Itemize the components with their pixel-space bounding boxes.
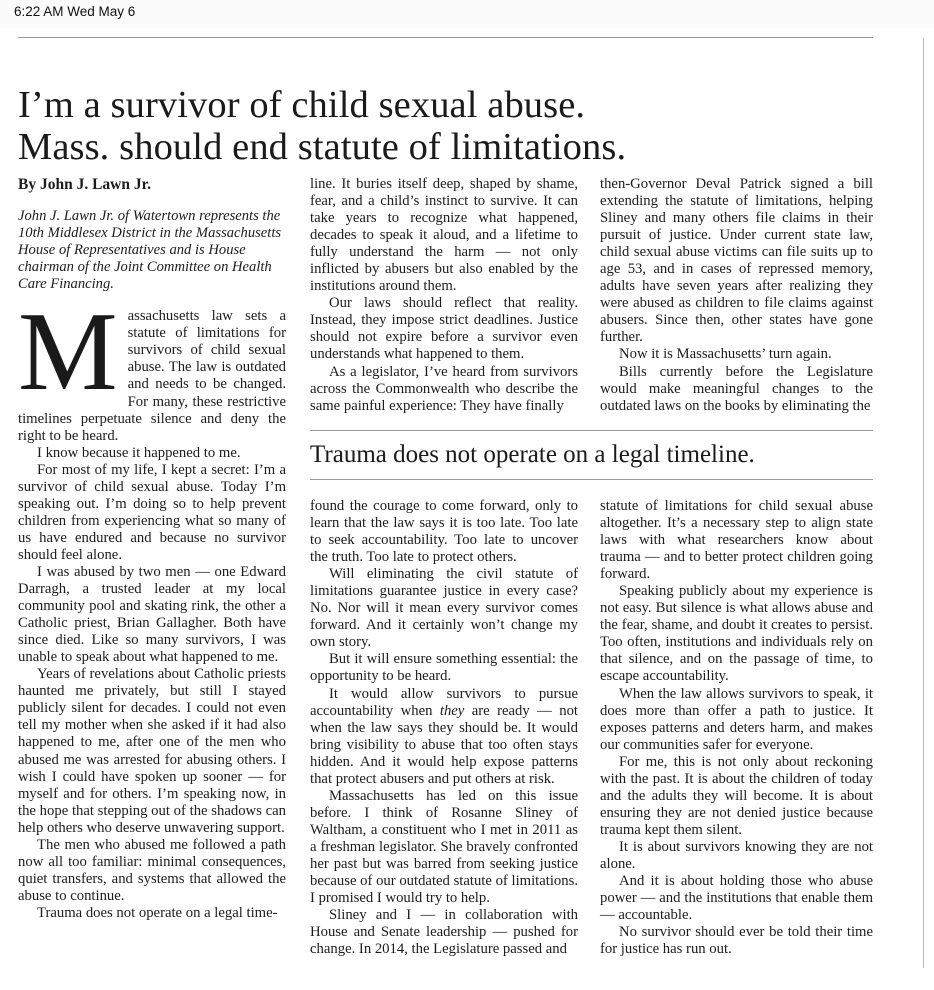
lead-paragraph <box>18 290 286 444</box>
drop-cap: M <box>18 290 118 415</box>
article-column-2-bottom <box>310 498 578 958</box>
body-paragraph: statute of limitations for child sexual abuse altogether. It’s a necessary step to align state laws with what researchers know about trauma — and to better protect children going forward. <box>600 498 873 583</box>
body-paragraph: Trauma does not operate on a legal time- <box>37 904 278 921</box>
text-run: It would allow survivors to pursue accountability when <box>310 685 578 719</box>
body-paragraph: No survivor should ever be told their time for justice has run out. <box>600 924 873 958</box>
body-paragraph: Sliney and I — in collaboration with House and Senate leadership — pushed for change. In 2014, the Legislature passed and <box>310 907 578 958</box>
lead-text: assachusetts law sets a statute of limitations for survivors of child sexual abuse. The law is outdated and needs to be changed. For many, these restrictive timelines perpetuate silence and deny the right to be heard. <box>18 308 286 444</box>
body-paragraph: When the law allows survivors to speak, it does more than offer a path to justice. It exposes patterns and deters harm, and makes our communities safer for everyone. <box>600 685 873 753</box>
body-paragraph: For most of my life, I kept a secret: I’m a survivor of child sexual abuse. Today I’m speaking out. I’m doing so to help prevent children from experiencing what so many of us have endured and because no survivor should feel alone. <box>18 461 286 563</box>
article-column-2-top <box>310 176 578 415</box>
body-paragraph: As a legislator, I’ve heard from survivors across the Commonwealth who describe the same painful experience: They have finally <box>310 363 578 414</box>
byline: By John J. Lawn Jr. <box>18 176 151 193</box>
pull-quote: Trauma does not operate on a legal timeline. <box>310 441 755 468</box>
headline <box>18 84 626 168</box>
body-paragraph: then-Governor Deval Patrick signed a bill extending the statute of limitations, helping Sliney and many others file claims in their pursuit of justice. Under current state law, child sexual abuse victims can file suits up to age 53, and in cases of repressed memory, adults have seven years after realizing they were abused as children to file claims against abusers. Since then, other states have gone further. <box>600 176 873 346</box>
body-paragraph: Our laws should reflect that reality. Instead, they impose strict deadlines. Justice should not expire before a survivor even understands what happened to them. <box>310 295 578 363</box>
body-paragraph: For me, this is not only about reckoning with the past. It is about the children of today and the adults they will become. It is about ensuring they are not denied justice because trauma kept them silent. <box>600 753 873 838</box>
body-paragraph: The men who abused me followed a path now all too familiar: minimal consequences, quiet transfers, and systems that allowed the abuse to continue. <box>18 836 286 904</box>
body-paragraph: Massachusetts has led on this issue before. I think of Rosanne Sliney of Waltham, a constituent who I met in 2011 as a freshman legislator. She bravely confronted her past but was barred from seeking justice because of our outdated statute of limitations. I promised I would try to help. <box>310 787 578 907</box>
body-paragraph: found the courage to come forward, only to learn that the law says it is too late. Too late to seek accountability. Too late to uncover the truth. Too late to protect others. <box>310 498 578 566</box>
article-column-1 <box>18 176 286 922</box>
body-paragraph <box>310 686 578 788</box>
article-column-3-top <box>600 176 873 415</box>
body-paragraph: line. It buries itself deep, shaped by shame, fear, and a child’s instinct to survive. It can take years to recognize what happened, decades to speak it aloud, and a lifetime to fully understand the harm — not only inflicted by abusers but also enabled by the institutions around them. <box>310 176 578 295</box>
author-bio: John J. Lawn Jr. of Watertown represents the 10th Middlesex District in the Massachusetts House of Representatives and is House chairman of the Joint Committee on Health Care Financing. <box>18 208 282 293</box>
scrollbar[interactable] <box>923 38 924 968</box>
pull-quote-rule-bottom <box>310 479 873 480</box>
body-paragraph: Bills currently before the Legislature would make meaningful changes to the outdated laws on the books by eliminating the <box>600 363 873 414</box>
body-paragraph: Will eliminating the civil statute of limitations guarantee justice in every case? No. Nor will it mean every survivor comes forward. And it certainly won’t change my own story. <box>310 566 578 651</box>
emphasis-text: they <box>439 702 465 719</box>
headline-line-1: I’m a survivor of child sexual abuse. <box>18 84 586 126</box>
body-paragraph: It is about survivors knowing they are not alone. <box>600 838 873 872</box>
body-paragraph: I was abused by two men — one Edward Darragh, a trusted leader at my local community pool and skating rink, the other a Catholic priest, Brian Gallagher. Both have since died. Like so many survivors, I was unable to speak about what happened to me. <box>18 563 286 666</box>
text-run: are ready — not when the law says they should be. It would bring visibility to abuse that too often stays hidden. And it would help expose patterns that protect abusers and put others at risk. <box>310 702 578 787</box>
top-divider <box>18 37 873 38</box>
body-paragraph: Now it is Massachusetts’ turn again. <box>619 346 832 363</box>
body-paragraph: Years of revelations about Catholic priests haunted me privately, but still I stayed publicly silent for decades. I could not even tell my mother when she asked if it had also happened to me, after one of the men who abused me was arrested for abusing others. I wish I could have spoken up sooner — for myself and for others. I’m speaking now, in the hope that stepping out of the shadows can help others who deserve unwavering support. <box>18 666 286 836</box>
body-paragraph: But it will ensure something essential: the opportunity to be heard. <box>310 651 578 685</box>
body-paragraph: Speaking publicly about my experience is not easy. But silence is what allows abuse and the fear, shame, and doubt it creates to persist. Too often, institutions and individuals rely on that silence, and on the passage of time, to escape accountability. <box>600 583 873 685</box>
pull-quote-rule-top <box>310 430 873 431</box>
article-column-3-bottom <box>600 498 873 958</box>
body-paragraph: And it is about holding those who abuse power — and the institutions that enable them — accountable. <box>600 873 873 924</box>
status-time: 6:22 AM Wed May 6 <box>14 4 136 19</box>
status-bar <box>0 0 934 28</box>
headline-line-2: Mass. should end statute of limitations. <box>18 126 627 168</box>
body-paragraph: I know because it happened to me. <box>37 444 241 461</box>
